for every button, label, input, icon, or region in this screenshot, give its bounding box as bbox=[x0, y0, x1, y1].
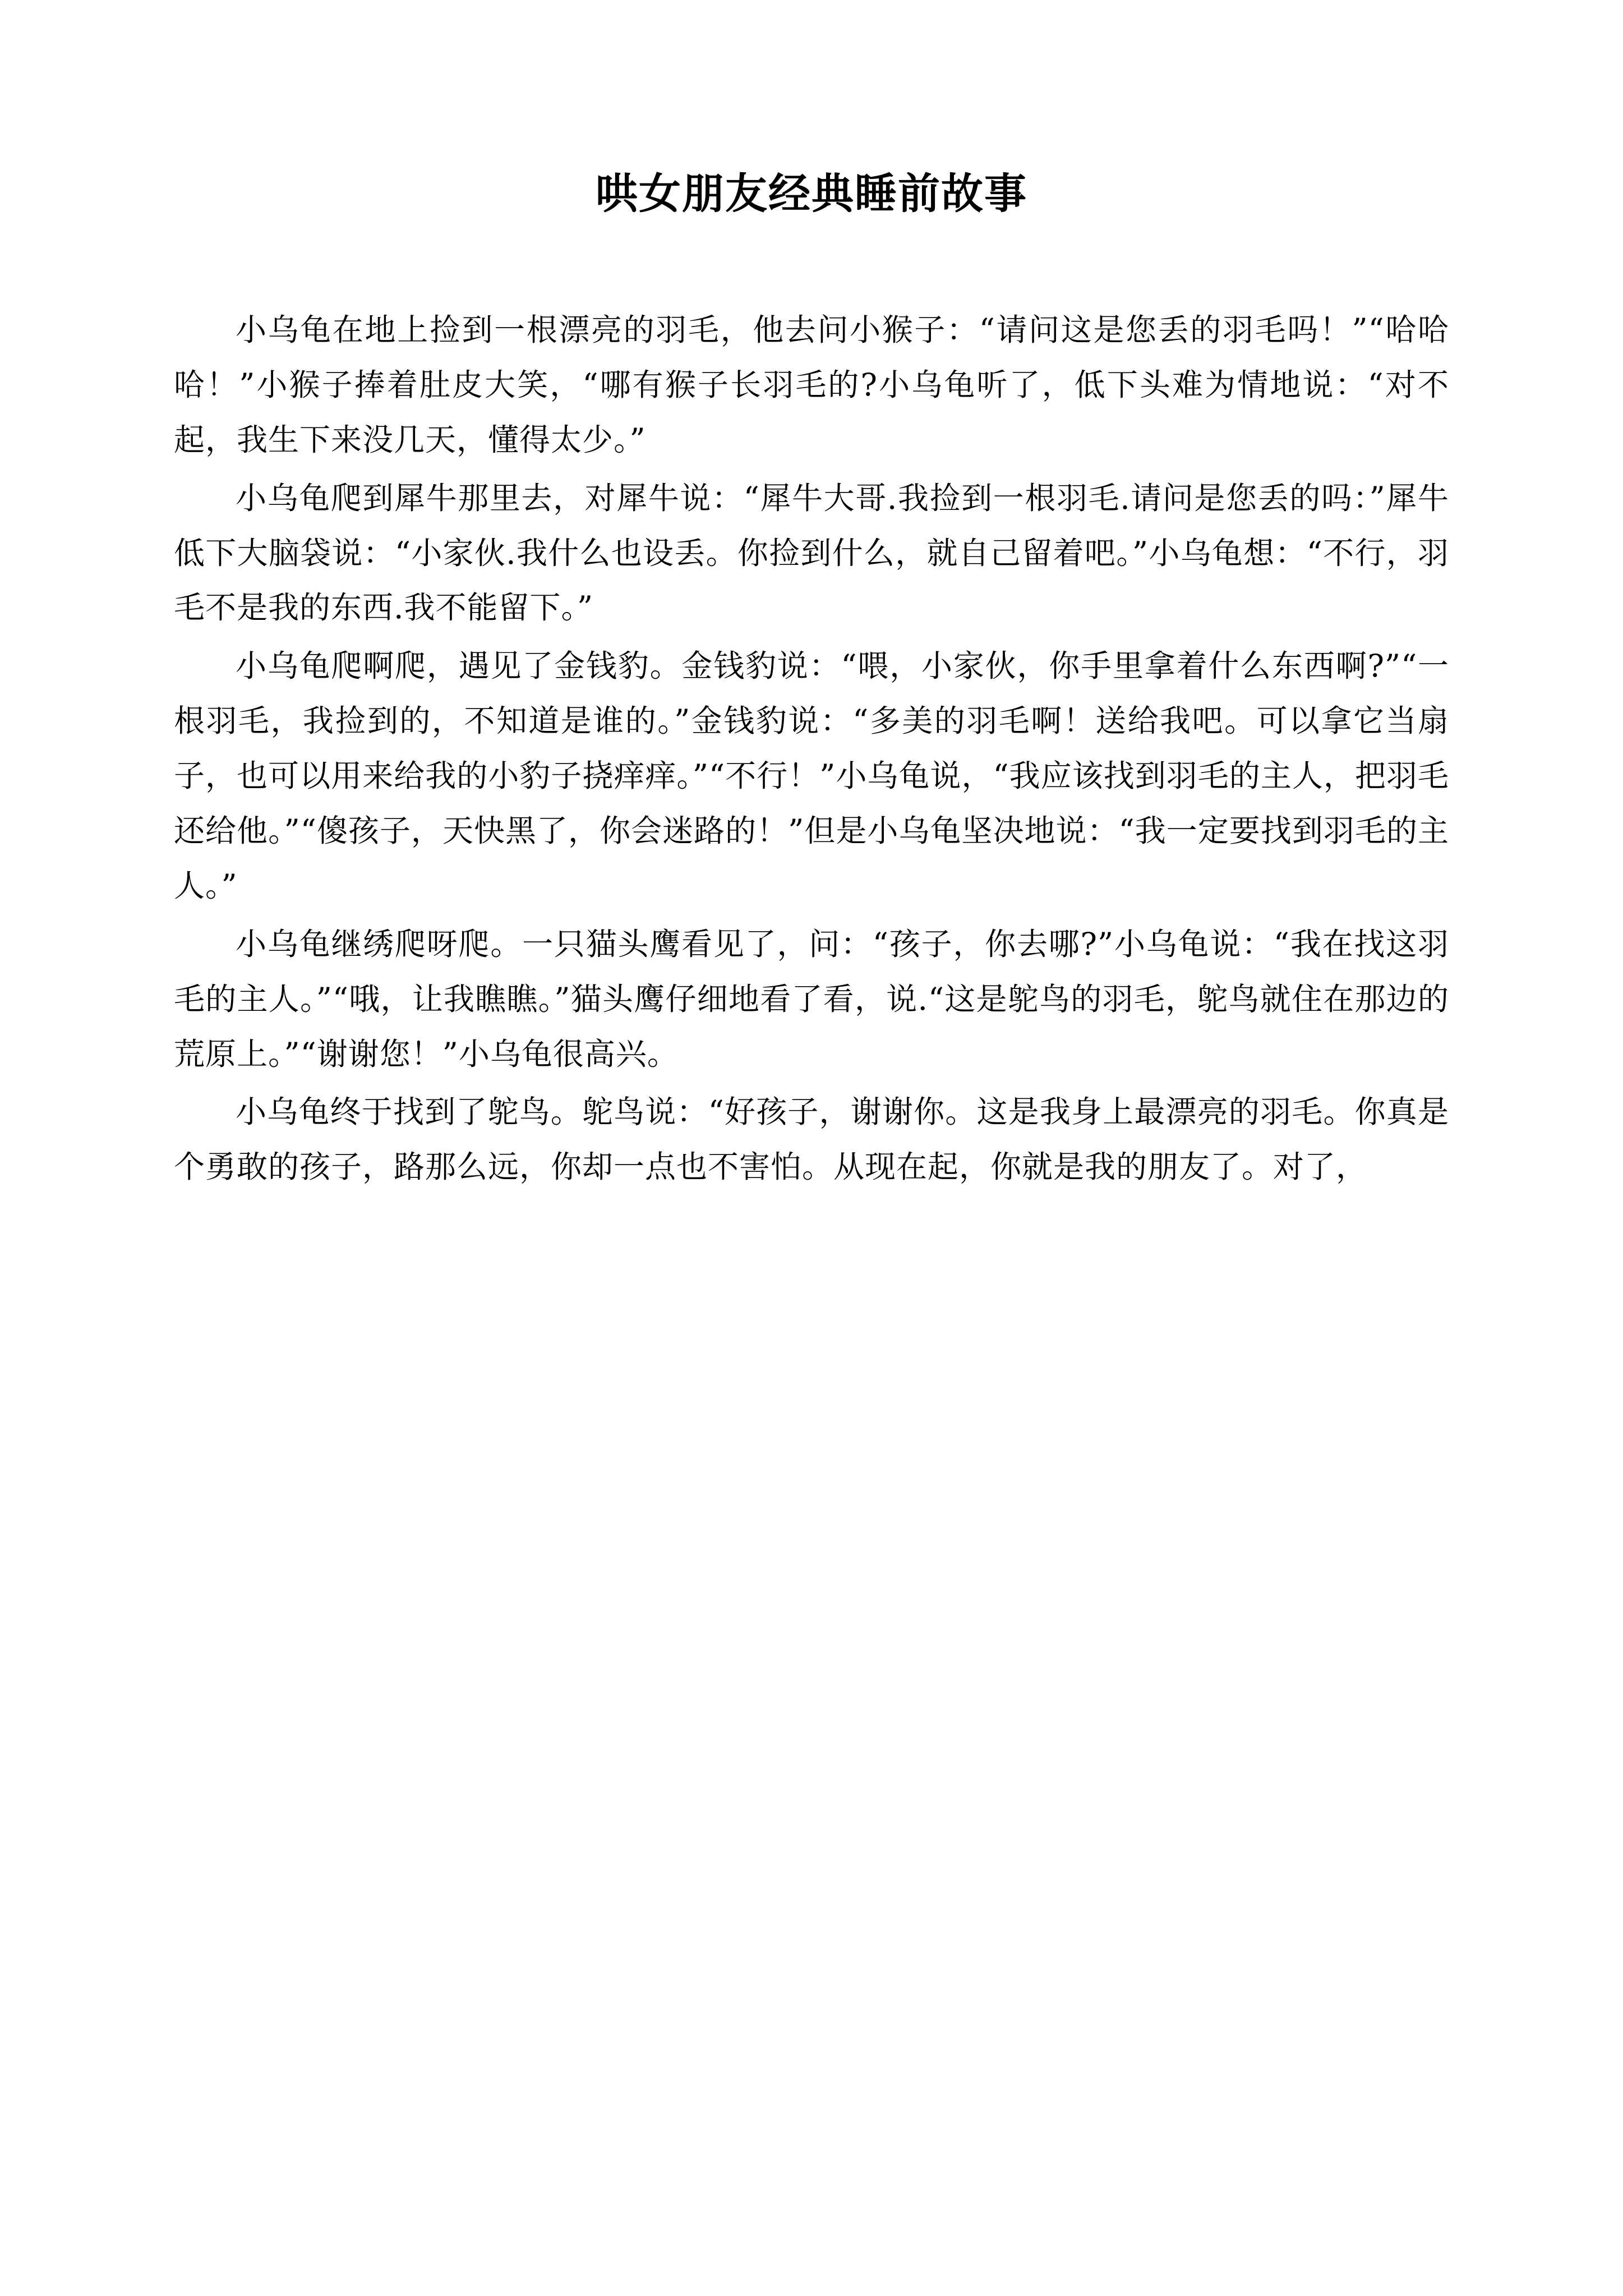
paragraph: 小乌龟爬啊爬，遇见了金钱豹。金钱豹说：“喂，小家伙，你手里拿着什么东西啊?”“一根羽毛，我捡到的，不知道是谁的。”金钱豹说：“多美的羽毛啊！送给我吧。可以拿它当扇子，也可以用来给我的小豹子挠痒痒。”“不行！”小乌龟说，“我应该找到羽毛的主人，把羽毛还给他。”“傻孩子，天快黑了，你会迷路的！”但是小乌龟坚决地说：“我一定要找到羽毛的主人。” bbox=[174, 648, 1449, 904]
document-body bbox=[174, 303, 1449, 1195]
paragraph: 小乌龟爬到犀牛那里去，对犀牛说：“犀牛大哥.我捡到一根羽毛.请问是您丢的吗：”犀牛低下大脑袋说：“小家伙.我什么也设丢。你捡到什么，就自己留着吧。”小乌龟想：“不行，羽毛不是我的东西.我不能留下。” bbox=[174, 480, 1449, 626]
page-title: 哄女朋友经典睡前故事 bbox=[595, 169, 1027, 218]
paragraph: 小乌龟继绣爬呀爬。一只猫头鹰看见了，问：“孩子，你去哪?”小乌龟说：“我在找这羽毛的主人。”“哦，让我瞧瞧。”猫头鹰仔细地看了看，说.“这是鸵鸟的羽毛，鸵鸟就住在那边的荒原上。”“谢谢您！”小乌龟很高兴。 bbox=[174, 926, 1449, 1072]
paragraph: 小乌龟终于找到了鸵鸟。鸵鸟说：“好孩子，谢谢你。这是我身上最漂亮的羽毛。你真是个勇敢的孩子，路那么远，你却一点也不害怕。从现在起，你就是我的朋友了。对了， bbox=[174, 1094, 1449, 1185]
paragraph: 小乌龟在地上捡到一根漂亮的羽毛，他去问小猴子：“请问这是您丢的羽毛吗！”“哈哈哈！”小猴子捧着肚皮大笑，“哪有猴子长羽毛的?小乌龟听了，低下头难为情地说：“对不起，我生下来没几天，懂得太少。” bbox=[174, 312, 1449, 458]
